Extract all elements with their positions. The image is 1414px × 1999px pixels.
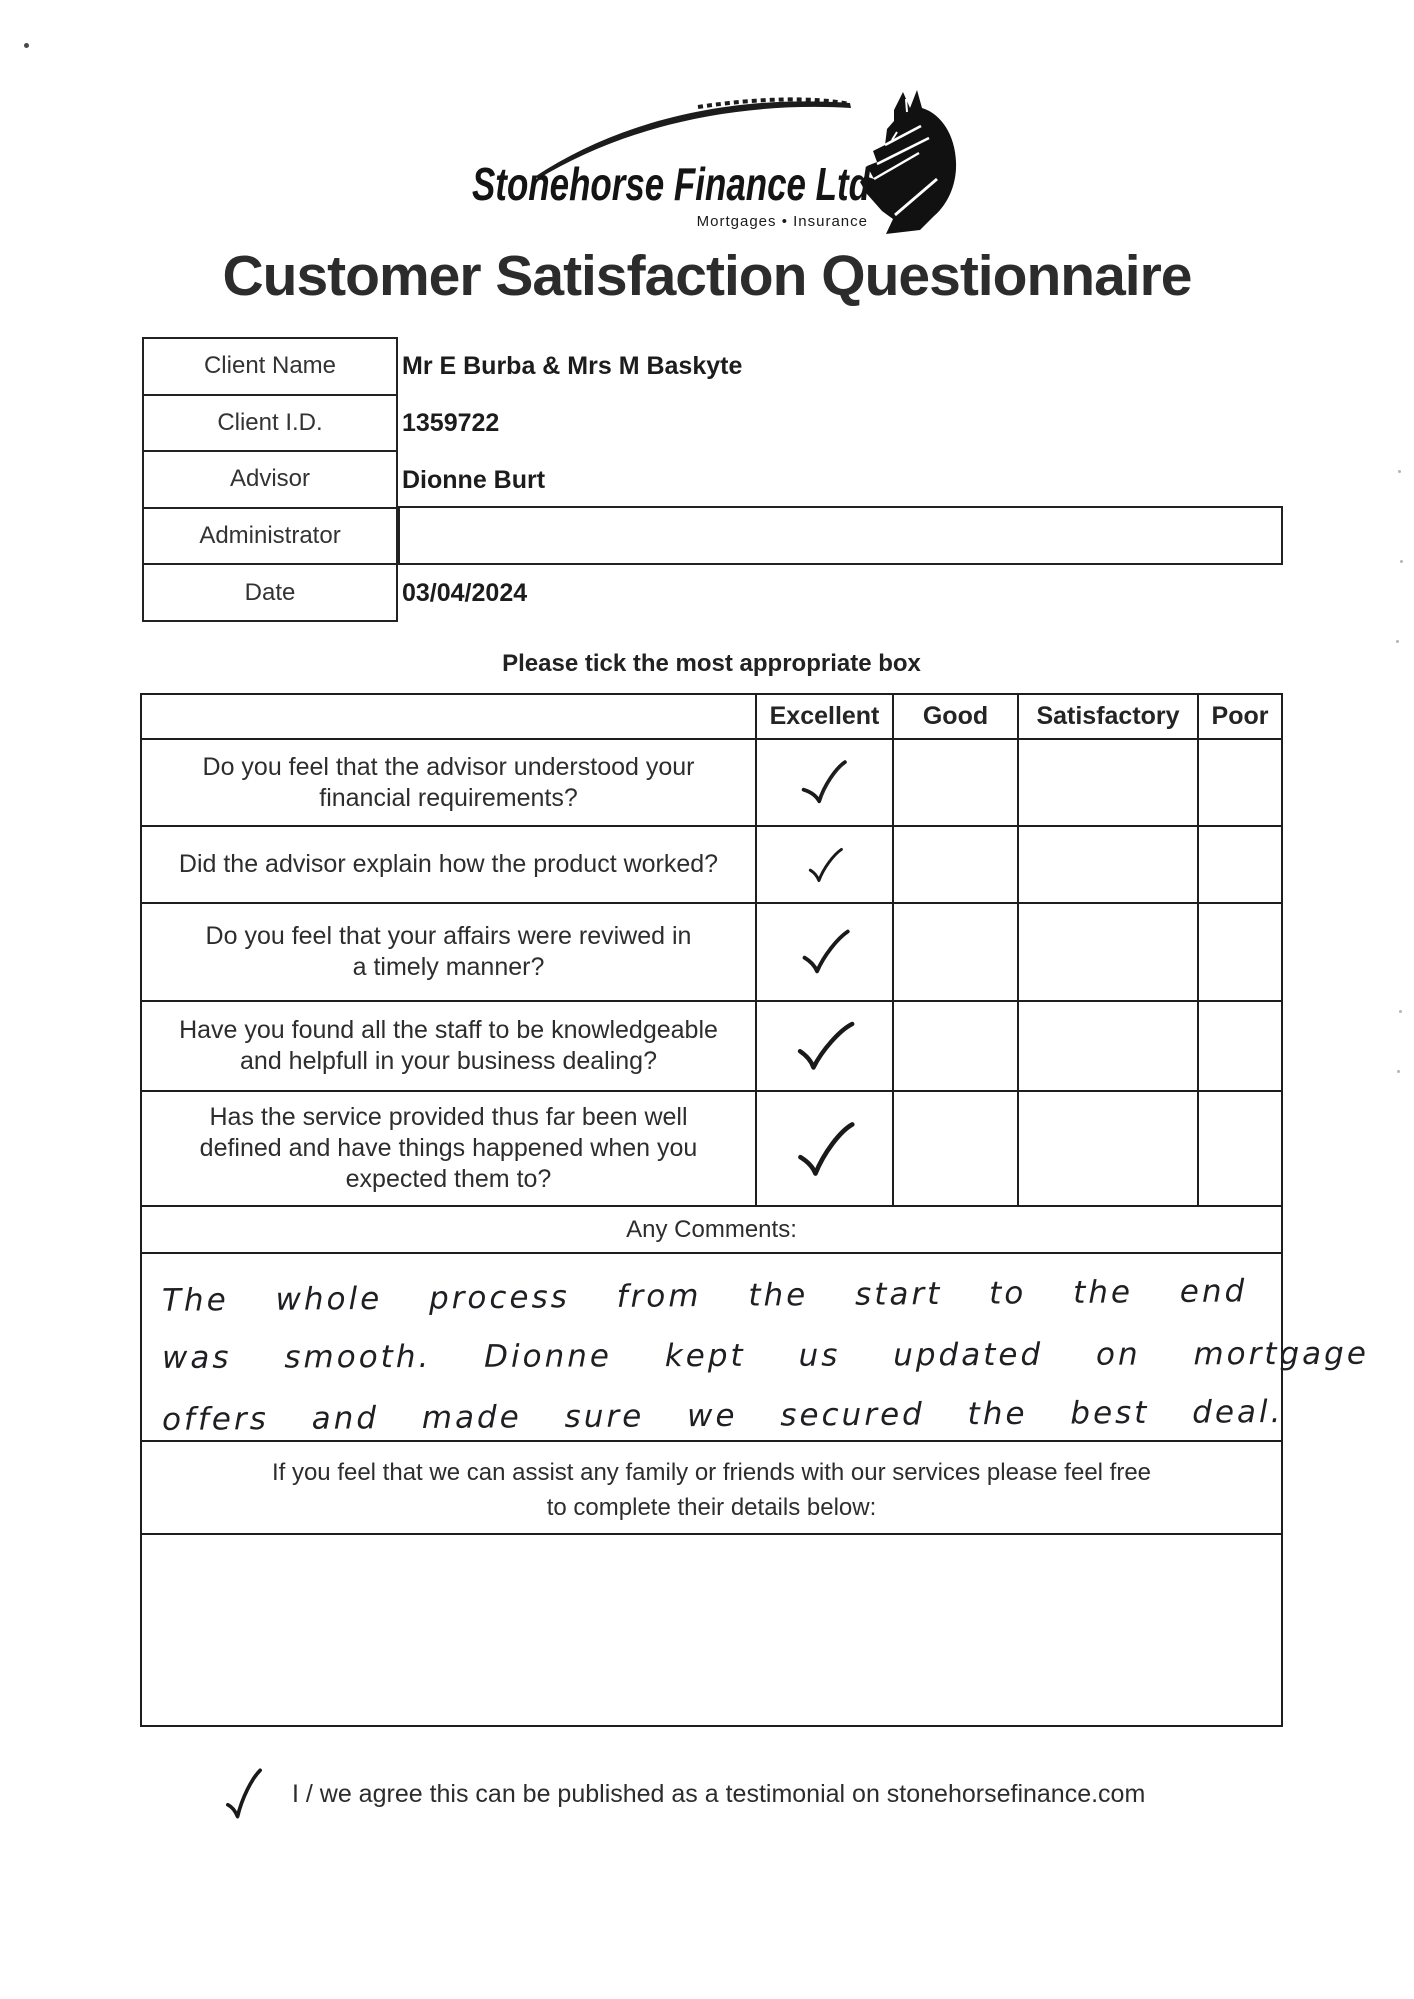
tick-mark-icon	[789, 757, 859, 808]
testimonial-text: I / we agree this can be published as a testimonial on stonehorsefinance.com	[292, 1779, 1146, 1808]
rating-header-satisfactory: Satisfactory	[1017, 695, 1197, 740]
rating-cell-satisfactory	[1017, 1092, 1197, 1207]
tick-mark-icon	[795, 1121, 855, 1177]
comment-line: offers and made sure we secured the best deal.	[161, 1394, 1284, 1438]
question-text: Did the advisor explain how the product worked?	[142, 827, 755, 904]
testimonial-agreement	[222, 1766, 1145, 1822]
rating-cell-good	[892, 740, 1017, 827]
client-label-advisor: Advisor	[144, 452, 396, 509]
rating-header-blank	[142, 695, 755, 740]
rating-header-excellent: Excellent	[755, 695, 892, 740]
client-name-value: Mr E Burba & Mrs M Baskyte	[402, 351, 743, 380]
question-text: Has the service provided thus far been well defined and have things happened when you expected them to?	[142, 1092, 755, 1207]
rating-cell-poor	[1197, 827, 1281, 904]
client-label-id: Client I.D.	[144, 396, 396, 453]
rating-cell-satisfactory	[1017, 740, 1197, 827]
company-tagline: Mortgages • Insurance	[696, 213, 868, 230]
survey-table	[140, 693, 1369, 1727]
rating-grid	[142, 695, 1281, 1207]
company-logo	[448, 86, 972, 238]
rating-cell-excellent	[755, 1002, 892, 1092]
tick-mark-icon	[794, 1019, 855, 1074]
horse-head-icon	[860, 90, 956, 234]
referral-note: If you feel that we can assist any family or friends with our services please feel free to complete their details below:	[142, 1442, 1281, 1535]
referral-details-box	[142, 1535, 1281, 1725]
any-comments-label: Any Comments:	[142, 1207, 1281, 1254]
rating-cell-excellent	[755, 740, 892, 827]
administrator-value-box	[398, 506, 1283, 565]
comment-line: The whole process from the start to the end	[161, 1273, 1248, 1319]
question-text: Have you found all the staff to be knowledgeable and helpfull in your business dealing?	[142, 1002, 755, 1092]
scan-speck	[1396, 640, 1399, 643]
rating-cell-poor	[1197, 904, 1281, 1002]
rating-cell-poor	[1197, 1002, 1281, 1092]
client-label-administrator: Administrator	[144, 509, 396, 566]
client-label-date: Date	[244, 578, 296, 606]
client-label-name: Client Name	[144, 339, 396, 396]
scan-speck	[1397, 1070, 1400, 1073]
scan-speck	[1398, 470, 1401, 473]
rating-cell-satisfactory	[1017, 827, 1197, 904]
rating-header-poor: Poor	[1197, 695, 1281, 740]
rating-cell-good	[892, 904, 1017, 1002]
testimonial-tick-icon	[222, 1766, 266, 1822]
question-text: Do you feel that your affairs were reviwed in a timely manner?	[142, 904, 755, 1002]
rating-cell-satisfactory	[1017, 904, 1197, 1002]
rating-cell-good	[892, 1002, 1017, 1092]
survey-instruction: Please tick the most appropriate box	[502, 650, 921, 677]
comment-line: was smooth. Dionne kept us updated on mortgage	[161, 1335, 1369, 1376]
rating-cell-poor	[1197, 740, 1281, 827]
page-title: Customer Satisfaction Questionnaire	[222, 244, 1192, 308]
client-info-table	[142, 337, 398, 622]
scan-artifact-dot	[24, 43, 29, 48]
logo-graphic	[448, 86, 972, 238]
rating-cell-good	[892, 827, 1017, 904]
rating-cell-excellent	[755, 904, 892, 1002]
date-value: 03/04/2024	[402, 578, 528, 607]
rating-cell-excellent	[755, 827, 892, 904]
client-id-value: 1359722	[402, 408, 500, 437]
company-name: Stonehorse Finance Ltd	[472, 158, 871, 210]
comments-handwriting	[142, 1254, 1369, 1442]
scan-speck	[1400, 560, 1403, 563]
rating-cell-poor	[1197, 1092, 1281, 1207]
rating-cell-satisfactory	[1017, 1002, 1197, 1092]
tick-mark-icon	[800, 926, 850, 978]
question-text: Do you feel that the advisor understood your financial requirements?	[142, 740, 755, 827]
rating-cell-good	[892, 1092, 1017, 1207]
tick-mark-icon	[806, 844, 844, 886]
rating-header-good: Good	[892, 695, 1017, 740]
advisor-value: Dionne Burt	[402, 465, 546, 494]
rating-cell-excellent	[755, 1092, 892, 1207]
scan-speck	[1399, 1010, 1402, 1013]
